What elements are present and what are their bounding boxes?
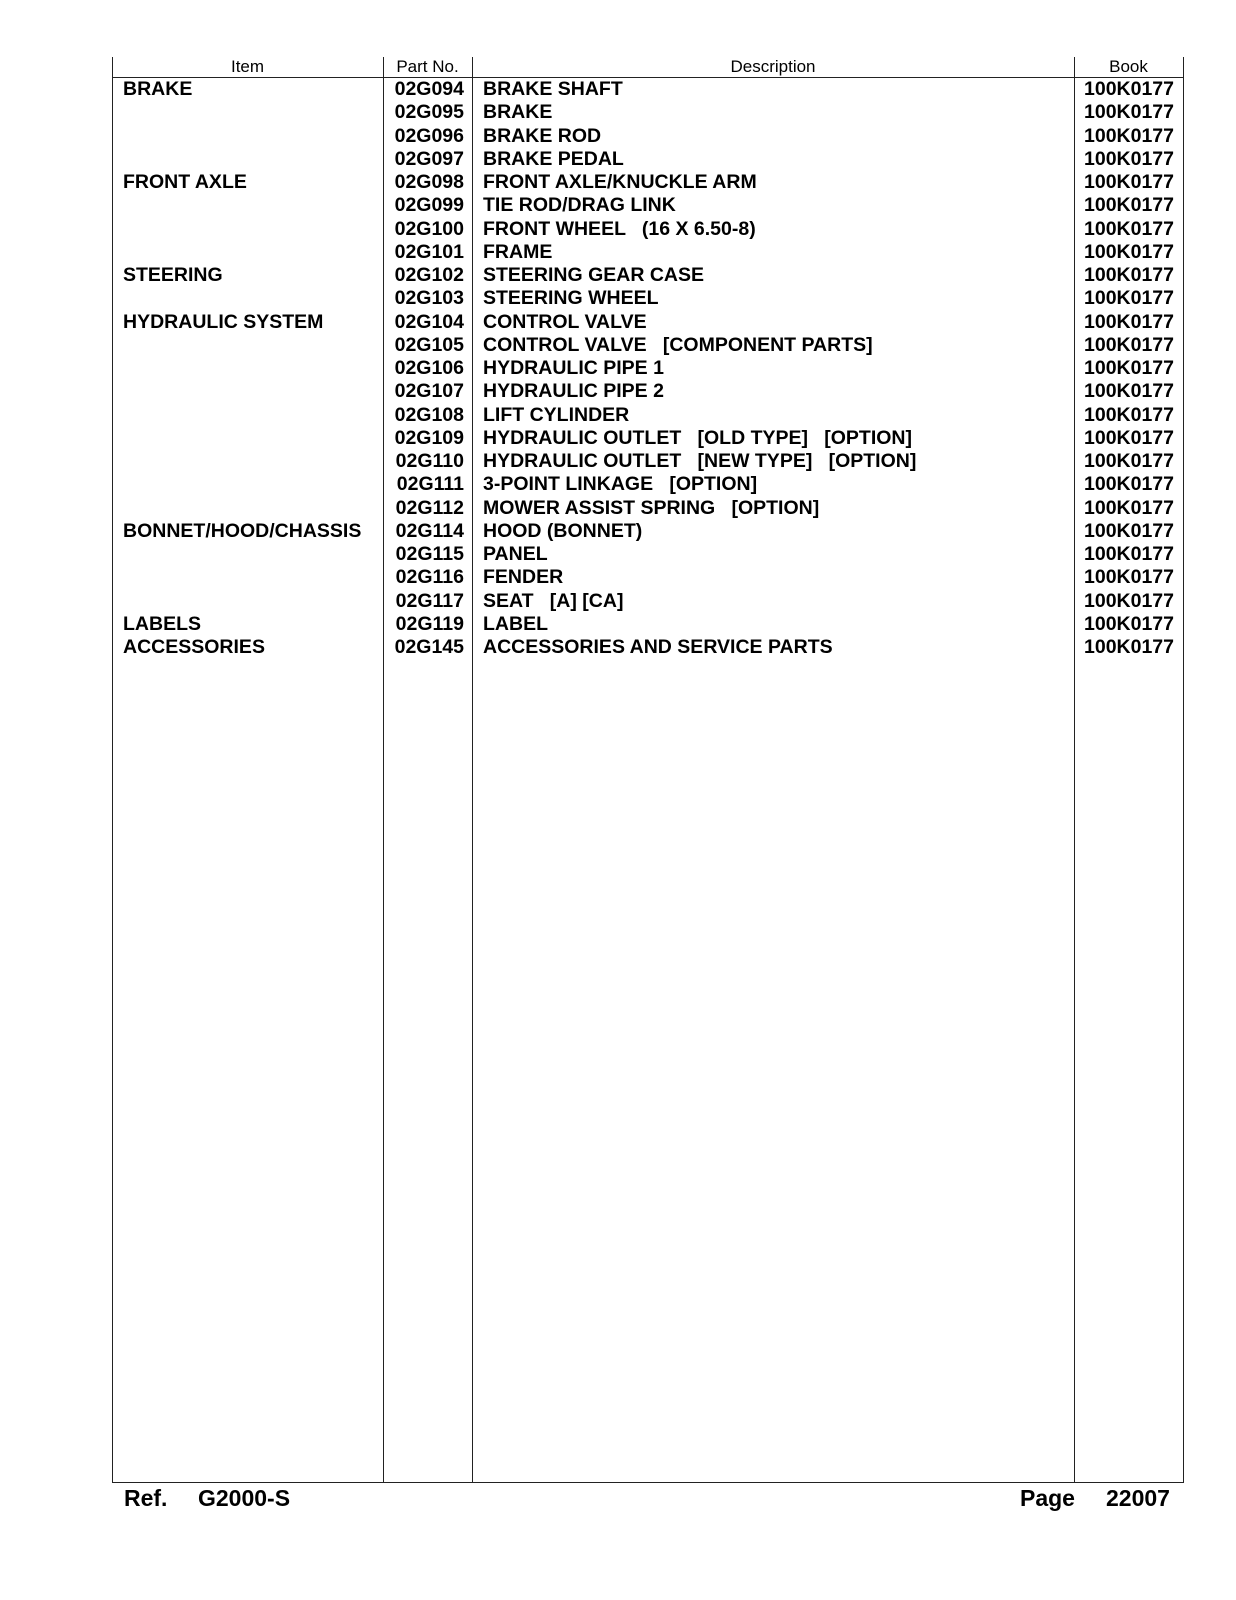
row-book: 100K0177 xyxy=(1084,403,1174,426)
row-description: CONTROL VALVE [COMPONENT PARTS] xyxy=(483,333,873,356)
footer-page-value: 22007 xyxy=(1106,1485,1170,1511)
table-row xyxy=(0,450,1236,473)
table-row xyxy=(0,380,1236,403)
row-book: 100K0177 xyxy=(1084,264,1174,286)
table-row xyxy=(0,497,1236,520)
table-row xyxy=(0,334,1236,357)
row-description: HYDRAULIC OUTLET [NEW TYPE] [OPTION] xyxy=(483,450,917,472)
footer-ref-label: Ref. xyxy=(124,1485,168,1511)
row-description: BRAKE PEDAL xyxy=(483,147,624,170)
table-row xyxy=(0,218,1236,241)
row-part-no: 02G101 xyxy=(394,240,464,263)
row-book: 100K0177 xyxy=(1084,240,1174,263)
row-part-no: 02G106 xyxy=(394,357,464,379)
row-book: 100K0177 xyxy=(1084,566,1174,589)
row-description: TIE ROD/DRAG LINK xyxy=(483,194,676,217)
table-row xyxy=(0,194,1236,217)
row-description: STEERING WHEEL xyxy=(483,287,659,310)
row-description: PANEL xyxy=(483,543,548,565)
row-book: 100K0177 xyxy=(1084,636,1174,658)
row-part-no: 02G114 xyxy=(395,519,464,542)
table-row xyxy=(0,357,1236,380)
row-book: 100K0177 xyxy=(1084,194,1174,217)
row-item: BRAKE xyxy=(123,78,193,100)
row-book: 100K0177 xyxy=(1084,357,1174,379)
row-book: 100K0177 xyxy=(1084,287,1174,310)
row-description: HYDRAULIC PIPE 1 xyxy=(483,357,664,379)
row-book: 100K0177 xyxy=(1084,171,1174,193)
row-description: HYDRAULIC OUTLET [OLD TYPE] [OPTION] xyxy=(483,426,912,449)
row-part-no: 02G119 xyxy=(395,612,464,635)
row-book: 100K0177 xyxy=(1084,333,1174,356)
row-part-no: 02G104 xyxy=(394,310,464,333)
table-bottom-rule xyxy=(112,1482,1184,1483)
row-book: 100K0177 xyxy=(1084,426,1174,449)
table-row xyxy=(0,427,1236,450)
row-description: HOOD (BONNET) xyxy=(483,519,643,542)
row-book: 100K0177 xyxy=(1084,612,1174,635)
row-part-no: 02G116 xyxy=(395,566,464,589)
row-part-no: 02G103 xyxy=(394,287,464,310)
table-row xyxy=(0,404,1236,427)
row-description: FRONT AXLE/KNUCKLE ARM xyxy=(483,171,757,193)
row-description: BRAKE ROD xyxy=(483,124,602,147)
row-description: SEAT [A] [CA] xyxy=(483,589,624,612)
table-row xyxy=(0,148,1236,171)
row-part-no: 02G115 xyxy=(395,543,464,565)
table-row xyxy=(0,171,1236,194)
row-part-no: 02G108 xyxy=(394,403,464,426)
row-book: 100K0177 xyxy=(1084,519,1174,542)
row-description: 3-POINT LINKAGE [OPTION] xyxy=(483,473,758,496)
header-description: Description xyxy=(730,57,816,76)
row-book: 100K0177 xyxy=(1084,310,1174,333)
row-part-no: 02G099 xyxy=(394,194,464,217)
row-part-no: 02G102 xyxy=(394,264,464,286)
row-part-no: 02G111 xyxy=(396,473,464,496)
row-part-no: 02G105 xyxy=(394,333,464,356)
row-part-no: 02G094 xyxy=(394,78,464,100)
row-book: 100K0177 xyxy=(1084,101,1174,124)
row-part-no: 02G097 xyxy=(394,147,464,170)
row-description: STEERING GEAR CASE xyxy=(483,264,705,286)
row-book: 100K0177 xyxy=(1084,217,1174,240)
row-part-no: 02G098 xyxy=(394,171,464,193)
row-book: 100K0177 xyxy=(1084,589,1174,612)
table-row xyxy=(0,473,1236,496)
table-row xyxy=(0,613,1236,636)
table-row xyxy=(0,543,1236,566)
row-part-no: 02G096 xyxy=(394,124,464,147)
row-description: BRAKE SHAFT xyxy=(483,78,623,100)
row-part-no: 02G112 xyxy=(395,496,464,519)
row-description: BRAKE xyxy=(483,101,553,124)
table-row xyxy=(0,520,1236,543)
row-description: FENDER xyxy=(483,566,564,589)
footer-page-label: Page xyxy=(1020,1485,1075,1511)
row-book: 100K0177 xyxy=(1084,450,1174,472)
row-book: 100K0177 xyxy=(1084,496,1174,519)
row-item: FRONT AXLE xyxy=(123,171,247,193)
row-description: FRAME xyxy=(483,240,553,263)
row-book: 100K0177 xyxy=(1084,124,1174,147)
row-part-no: 02G100 xyxy=(394,217,464,240)
table-row xyxy=(0,78,1236,101)
header-part-no: Part No. xyxy=(396,57,459,76)
row-description: LIFT CYLINDER xyxy=(483,403,630,426)
row-book: 100K0177 xyxy=(1084,380,1174,403)
table-row xyxy=(0,264,1236,287)
table-row xyxy=(0,287,1236,310)
row-book: 100K0177 xyxy=(1084,147,1174,170)
table-row xyxy=(0,101,1236,124)
row-description: LABEL xyxy=(483,612,548,635)
row-item: ACCESSORIES xyxy=(123,636,265,658)
row-part-no: 02G117 xyxy=(395,589,464,612)
table-row xyxy=(0,311,1236,334)
row-item: HYDRAULIC SYSTEM xyxy=(123,310,324,333)
row-part-no: 02G107 xyxy=(394,380,464,403)
header-item: Item xyxy=(230,57,265,76)
row-book: 100K0177 xyxy=(1084,473,1174,496)
row-book: 100K0177 xyxy=(1084,78,1174,100)
row-item: BONNET/HOOD/CHASSIS xyxy=(123,519,362,542)
table-row xyxy=(0,241,1236,264)
row-part-no: 02G145 xyxy=(394,636,464,658)
row-item: LABELS xyxy=(123,612,201,635)
footer-ref-value: G2000-S xyxy=(198,1485,291,1511)
row-description: HYDRAULIC PIPE 2 xyxy=(483,380,664,403)
row-item: STEERING xyxy=(123,264,223,286)
table-row xyxy=(0,125,1236,148)
row-description: FRONT WHEEL (16 X 6.50-8) xyxy=(483,217,756,240)
header-book: Book xyxy=(1109,57,1148,76)
row-description: CONTROL VALVE xyxy=(483,310,647,333)
table-row xyxy=(0,566,1236,589)
table-row xyxy=(0,590,1236,613)
row-description: MOWER ASSIST SPRING [OPTION] xyxy=(483,496,820,519)
row-part-no: 02G095 xyxy=(394,101,464,124)
table-row xyxy=(0,636,1236,659)
row-book: 100K0177 xyxy=(1084,543,1174,565)
row-description: ACCESSORIES AND SERVICE PARTS xyxy=(483,636,833,658)
row-part-no: 02G110 xyxy=(395,450,464,472)
row-part-no: 02G109 xyxy=(394,426,464,449)
